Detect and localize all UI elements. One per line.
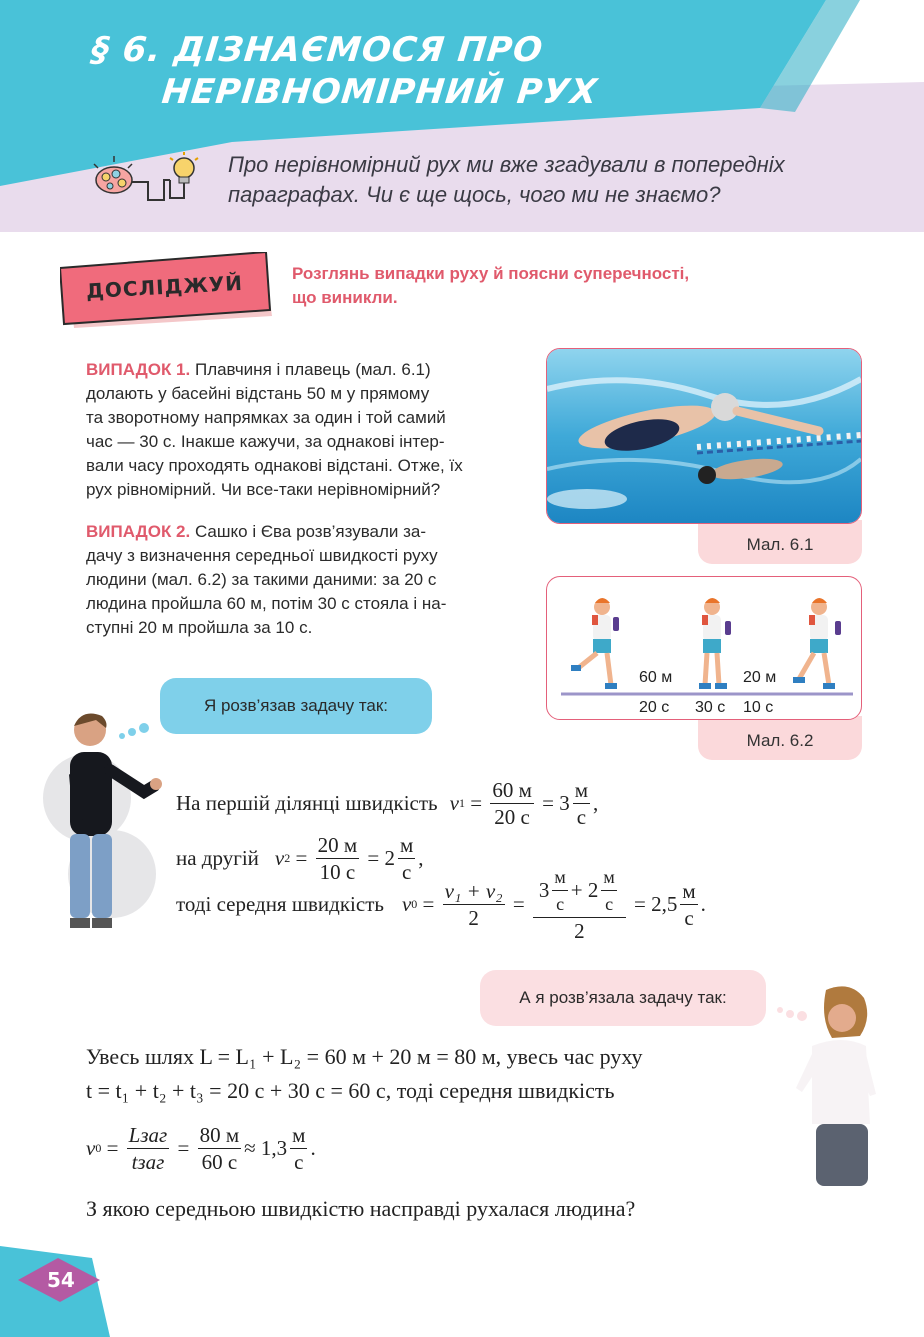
solution1-line3: тоді середня швидкість v 0 = $\frac{\text{v₁ + v₂}}{2}$ = 3 $\frac{м}{с}$ + 2 $\frac{м}{с}$ 2 = 2,5 $\frac{м}{с}$ . — [176, 862, 706, 946]
unit-fraction — [601, 864, 616, 917]
boy-speech-bubble: Я розв’язав задачу так: — [160, 678, 432, 734]
unit-fraction — [573, 777, 590, 830]
page-title-line2: НЕРІВНОМІРНИЙ РУХ — [159, 72, 600, 112]
unit-numerator: м — [601, 864, 616, 891]
boy-illustration — [22, 700, 172, 932]
walkers-illustration — [547, 577, 861, 719]
case1-label: ВИПАДОК 1. — [86, 360, 191, 379]
v1-result: 3 — [559, 790, 570, 815]
unit-denominator: с — [556, 894, 565, 914]
case1-line: час — 30 с. Інакше кажучи, за однакові інтер- — [86, 432, 445, 451]
v1-fraction — [490, 777, 534, 830]
solution1-line2-text: на другій — [176, 845, 259, 870]
value-numerator: 80 м — [199, 1122, 240, 1147]
walker-1 — [571, 598, 619, 689]
case1-line: та зворотному напрямках за один і той самий — [86, 408, 446, 427]
figure1-caption: Мал. 6.1 — [698, 520, 862, 564]
explore-task-line2: що виникли. — [292, 288, 398, 307]
unit-numerator: м — [399, 832, 414, 857]
figure2-caption: Мал. 6.2 — [698, 716, 862, 760]
v2-numerator: 20 м — [317, 832, 358, 857]
unit-fraction — [290, 1122, 307, 1175]
explore-task — [292, 262, 792, 310]
unit-fraction — [680, 878, 697, 931]
unit-numerator: м — [292, 1122, 306, 1147]
case1-line: долають у басейні відстань 50 м у прямому — [86, 384, 430, 403]
brain-lightbulb-icon — [86, 150, 206, 206]
v1-denominator: 20 с — [494, 804, 530, 829]
walker-3 — [793, 598, 841, 689]
solution1-line2: на другій v 2 = $\frac{20 м}{10 с}$ = 2 $\frac{м}{с}$ , — [176, 832, 424, 884]
distance-label-1: 60 м — [639, 669, 673, 686]
unit-fraction — [552, 864, 567, 917]
solution2-line2: t = t₁ + t₂ + t₃ = 20 с + 30 с = 60 с, тоді середня швидкість — [86, 1078, 615, 1103]
v0-result: 2,5 — [651, 891, 678, 916]
solution1-line1: На першій ділянці швидкість v 1 = $\frac{60 м}{20 с}$ = 3 $\frac{м}{с}$ , — [176, 777, 599, 829]
intro-text-line1: Про нерівномірний рух ми вже згадували в попередніх — [228, 152, 785, 177]
distance-label-2: 20 м — [743, 669, 777, 686]
girl-illustration — [772, 984, 884, 1196]
case1-line: рух рівномірний. Чи все-таки нерівномірний? — [86, 480, 441, 499]
value-fraction — [198, 1122, 242, 1175]
big-fraction-denominator: 2 — [574, 919, 585, 943]
swimmers-illustration — [547, 349, 861, 523]
case1-line: вали часу проходять однакові відстані. Отже, їх — [86, 456, 463, 475]
case2-paragraph — [86, 520, 524, 640]
walking-figure — [546, 576, 862, 720]
solution1-line1-text: На першій ділянці швидкість — [176, 790, 438, 815]
case1-paragraph — [86, 358, 524, 502]
girl-speech-bubble: А я розв’язала задачу так: — [480, 970, 766, 1026]
unit-denominator: с — [605, 894, 614, 914]
unit-numerator: м — [552, 864, 567, 891]
unit-numerator: м — [574, 777, 588, 802]
big-fraction-b: + 2 — [570, 878, 599, 902]
unit-denominator: с — [401, 859, 412, 884]
solution2-formula: v 0 = $\frac{\text{Lзаг}}{\text{tзаг}}$ = $\frac{80 м}{60 с}$ ≈ 1,3 $\frac{м}{с}$ . — [86, 1122, 316, 1174]
final-question: З якою середньою швидкістю насправді рухалася людина? — [86, 1196, 636, 1221]
explore-label: ДОСЛІДЖУЙ — [85, 270, 244, 304]
avg-fraction — [443, 878, 505, 931]
solution2-line1: Увесь шлях L = L₁ + L₂ = 60 м + 20 м = 80 м, увесь час руху — [86, 1044, 643, 1069]
approx-result: ≈ 1,3 — [244, 1135, 288, 1160]
unit-denominator: с — [684, 905, 694, 930]
time-label-3: 10 с — [743, 699, 774, 716]
time-label-1: 20 с — [639, 699, 670, 716]
big-fraction — [533, 864, 626, 944]
v2-denominator: 10 с — [319, 859, 356, 884]
t-denominator: tзаг — [131, 1149, 165, 1174]
solution1-line3-text: тоді середня швидкість — [176, 891, 384, 916]
v2-result: 2 — [384, 845, 395, 870]
case2-line: дачу з визначення середньої швидкості руху — [86, 546, 438, 565]
case2-label: ВИПАДОК 2. — [86, 522, 191, 541]
intro-text-line2: параграфах. Чи є ще щось, чого ми не знаємо? — [228, 182, 721, 207]
page-number: 54 — [47, 1268, 75, 1292]
case2-line: Сашко і Єва розв’язували за- — [194, 522, 427, 541]
page-title-line1: § 6. ДІЗНАЄМОСЯ ПРО — [89, 30, 546, 70]
case2-line: людини (мал. 6.2) за такими даними: за 20 с — [86, 570, 437, 589]
case2-line: людина пройшла 60 м, потім 30 с стояла і на- — [86, 594, 447, 613]
walker-2 — [699, 598, 731, 689]
unit-numerator: м — [682, 878, 696, 903]
time-label-2: 30 с — [695, 699, 726, 716]
avg-denominator: 2 — [468, 905, 479, 930]
l-over-t-fraction — [127, 1122, 170, 1175]
unit-denominator: с — [576, 804, 587, 829]
case2-line: ступні 20 м пройшла за 10 с. — [86, 618, 313, 637]
v1-numerator: 60 м — [492, 777, 532, 802]
big-fraction-a: 3 — [538, 878, 550, 902]
unit-denominator: с — [294, 1149, 304, 1174]
value-denominator: 60 с — [201, 1149, 238, 1174]
avg-numerator: v₁ + v₂ — [444, 878, 503, 903]
swimmers-photo — [546, 348, 862, 524]
l-numerator: Lзаг — [128, 1122, 168, 1147]
explore-task-line1: Розглянь випадки руху й поясни суперечності, — [292, 264, 690, 283]
case1-line: Плавчиня і плавець (мал. 6.1) — [194, 360, 431, 379]
